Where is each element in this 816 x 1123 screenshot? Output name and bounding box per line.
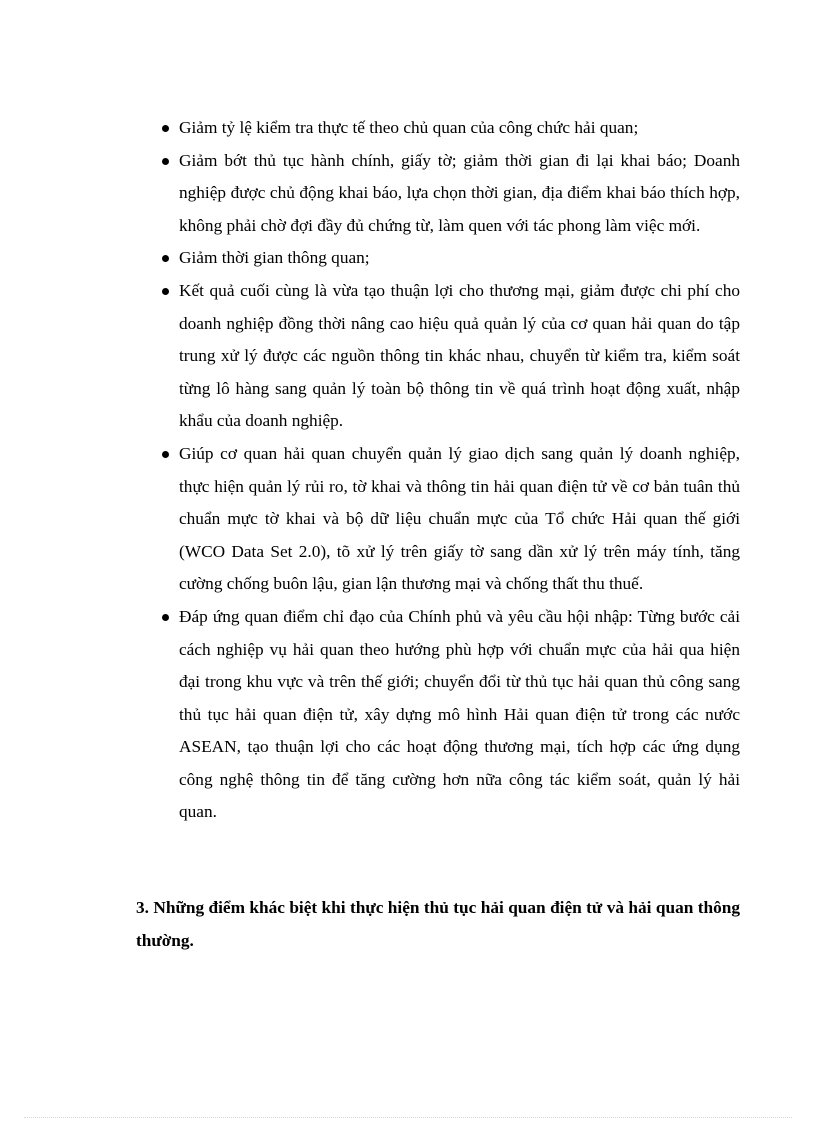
- bullet-item: [160, 601, 740, 829]
- bullet-item: [160, 242, 740, 275]
- page-bottom-divider: [24, 1117, 792, 1118]
- bullet-item: [160, 112, 740, 145]
- section-heading: 3. Những điểm khác biệt khi thực hiện thủ tục hải quan điện tử và hải quan thông thường.: [136, 898, 740, 950]
- bullet-text: Giảm tỷ lệ kiểm tra thực tế theo chủ quan của công chức hải quan;: [179, 118, 639, 137]
- bullet-text: Kết quả cuối cùng là vừa tạo thuận lợi cho thương mại, giảm được chi phí cho doanh nghiệp đồng thời nâng cao hiệu quả quản lý của cơ quan hải quan do tập trung xử lý được các nguồn thông tin khác nhau, chuyển từ kiểm tra, kiểm soát từng lô hàng sang quản lý toàn bộ thông tin về quá trình hoạt động xuất, nhập khẩu của doanh nghiệp.: [179, 280, 740, 431]
- bullet-text: Giảm thời gian thông quan;: [179, 248, 370, 268]
- bullet-item: [160, 438, 740, 601]
- bullet-dot-icon: [162, 451, 169, 458]
- bullet-item: [160, 145, 740, 243]
- bullet-text: Đáp ứng quan điểm chỉ đạo của Chính phủ và yêu cầu hội nhập: Từng bước cải cách nghiệp vụ hải quan theo hướng phù hợp với chuẩn mực của hải qua hiện đại trong khu vực và trên thế giới; chuyển đổi từ thủ tục hải quan thủ công sang thủ tục hải quan điện tử, xây dựng mô hình Hải quan điện tử trong các nước ASEAN, tạo thuận lợi cho các hoạt động thương mại, tích hợp các ứng dụng công nghệ thông tin để tăng cường hơn nữa công tác kiểm soát, quản lý hải quan.: [179, 606, 740, 822]
- bullet-text: Giúp cơ quan hải quan chuyển quản lý giao dịch sang quản lý doanh nghiệp, thực hiện quản lý rủi ro, tờ khai và thông tin hải quan điện tử về cơ bản tuân thủ chuẩn mực tờ khai và bộ dữ liệu chuẩn mực của Tổ chức Hải quan thế giới (WCO Data Set 2.0), tõ xử lý trên giấy tờ sang dần xử lý trên máy tính, tăng cường chống buôn lậu, gian lận thương mại và chống thất thu thuế.: [179, 443, 740, 594]
- bullet-item: [160, 275, 740, 438]
- bullet-dot-icon: [162, 288, 169, 295]
- bullet-dot-icon: [162, 255, 169, 262]
- bullet-dot-icon: [162, 125, 169, 132]
- bullet-dot-icon: [162, 614, 169, 621]
- bullet-dot-icon: [162, 158, 169, 165]
- benefits-bullet-list: [160, 112, 740, 829]
- bullet-text: Giảm bớt thủ tục hành chính, giấy tờ; giảm thời gian đi lại khai báo; Doanh nghiệp được chủ động khai báo, lựa chọn thời gian, địa điểm khai báo thích hợp, không phải chờ đợi đầy đủ chứng từ, làm quen với tác phong làm việc mới.: [179, 150, 740, 235]
